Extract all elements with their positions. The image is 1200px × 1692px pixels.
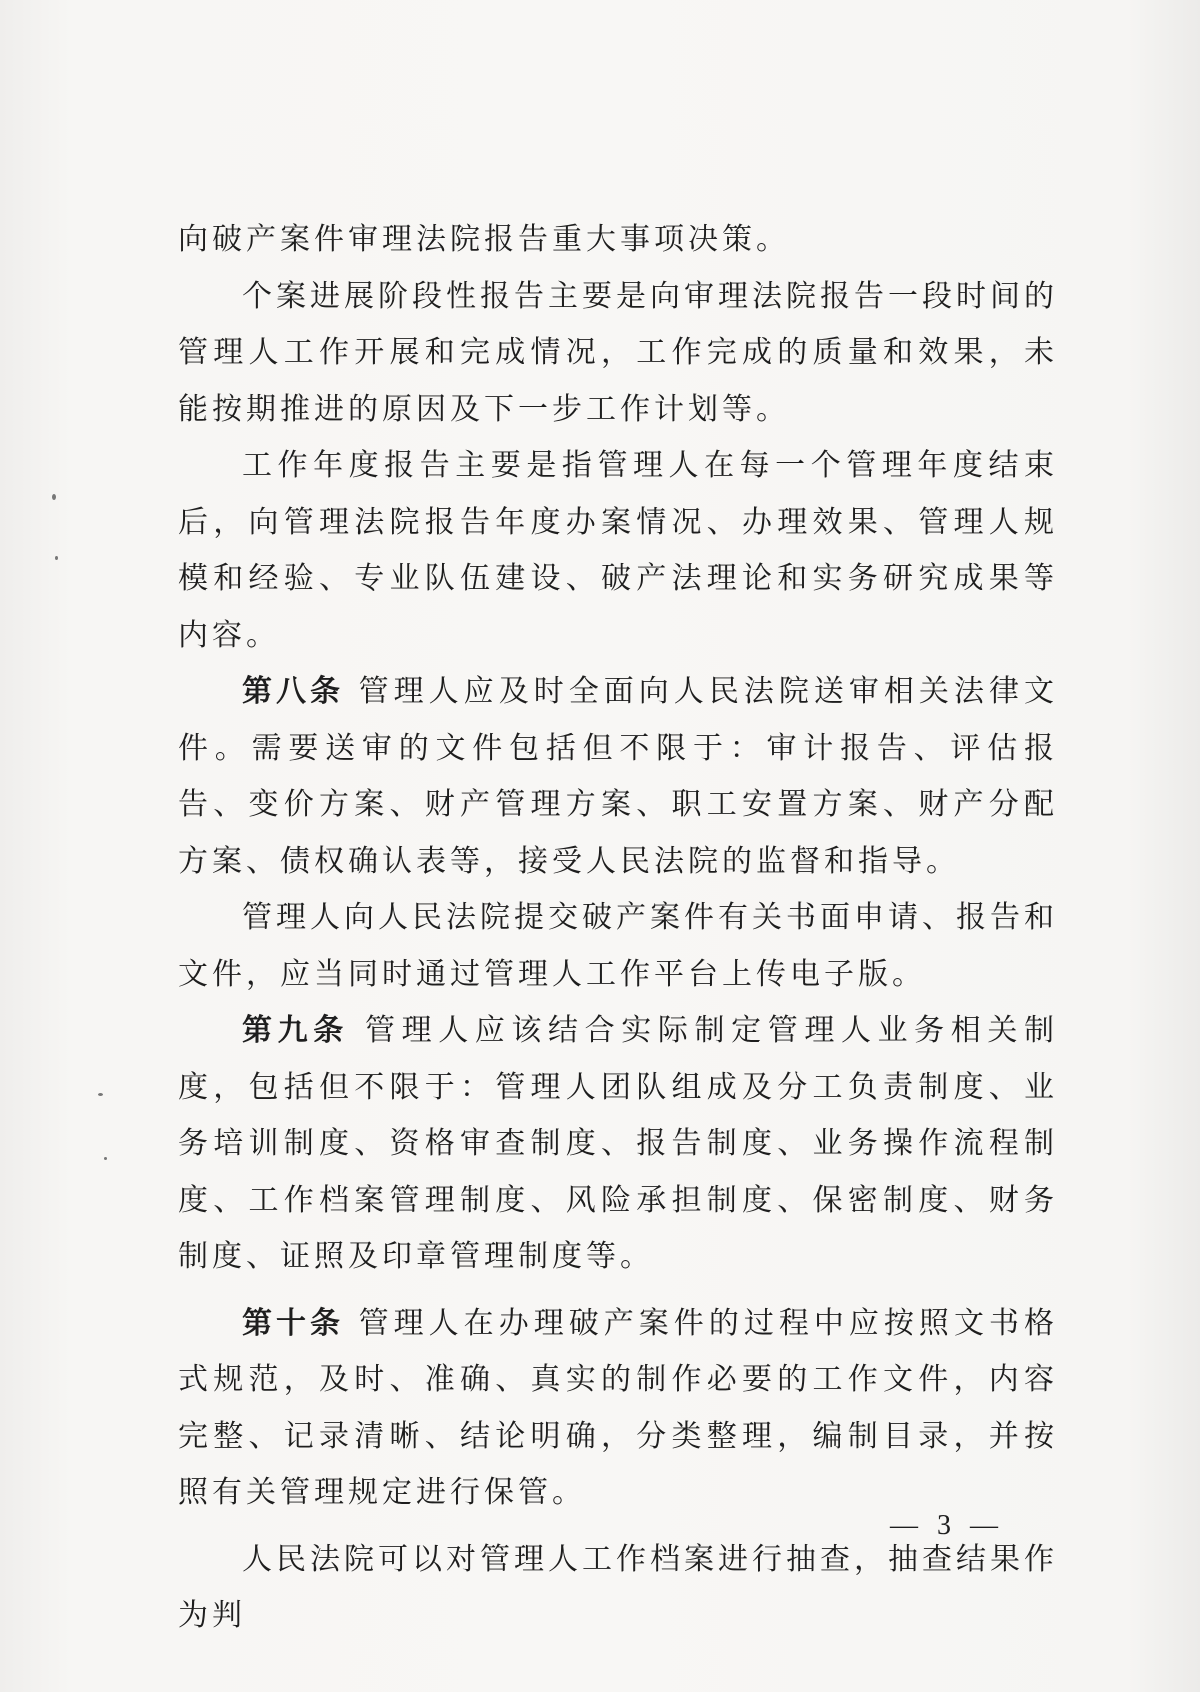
paragraph-2: [178, 269, 1058, 439]
paragraph-text: 管理人应及时全面向人民法院送审相关法律文件。需要送审的文件包括但不限于：审计报告、评估报告、变价方案、财产管理方案、职工安置方案、财产分配方案、债权确认表等，接受人民法院的监督和指导。: [178, 674, 1058, 879]
paragraph-text: 管理人向人民法院提交破产案件有关书面申请、报告和文件，应当同时通过管理人工作平台上传电子版。: [178, 900, 1058, 992]
paragraph-gap: [178, 1286, 1058, 1296]
paragraph-text: 个案进展阶段性报告主要是向审理法院报告一段时间的管理人工作开展和完成情况，工作完成的质量和效果，未能按期推进的原因及下一步工作计划等。: [178, 278, 1058, 427]
scan-speck: [52, 494, 56, 500]
paragraph-3: [178, 438, 1058, 664]
article-heading: 第八条: [242, 674, 345, 709]
article-8: [178, 664, 1058, 890]
paragraph-8: [178, 1532, 1058, 1645]
paragraph-text: 人民法院可以对管理人工作档案进行抽查，抽查结果作为判: [178, 1541, 1058, 1633]
document-body: [178, 212, 1058, 1645]
page-number: — 3 —: [890, 1510, 1004, 1541]
paragraph-text: 向破产案件审理法院报告重大事项决策。: [178, 222, 790, 257]
article-heading: 第十条: [242, 1305, 345, 1341]
paragraph-5: [178, 890, 1058, 1003]
article-heading: 第九条: [242, 1013, 349, 1048]
paragraph-text: 管理人在办理破产案件的过程中应按照文书格式规范，及时、准确、真实的制作必要的工作文件，内容完整、记录清晰、结论明确，分类整理，编制目录，并按照有关管理规定进行保管。: [178, 1305, 1058, 1510]
article-10: [178, 1296, 1058, 1522]
paragraph-text: 管理人应该结合实际制定管理人业务相关制度，包括但不限于：管理人团队组成及分工负责制度、业务培训制度、资格审查制度、报告制度、业务操作流程制度、工作档案管理制度、风险承担制度、保密制度、财务制度、证照及印章管理制度等。: [178, 1013, 1058, 1274]
paragraph-text: 工作年度报告主要是指管理人在每一个管理年度结束后，向管理法院报告年度办案情况、办理效果、管理人规模和经验、专业队伍建设、破产法理论和实务研究成果等内容。: [178, 448, 1058, 653]
article-9: [178, 1003, 1058, 1286]
paragraph-1: [178, 212, 1058, 269]
scan-speck: [104, 1157, 107, 1160]
scan-speck: [98, 1093, 103, 1096]
scan-speck: [55, 556, 58, 560]
